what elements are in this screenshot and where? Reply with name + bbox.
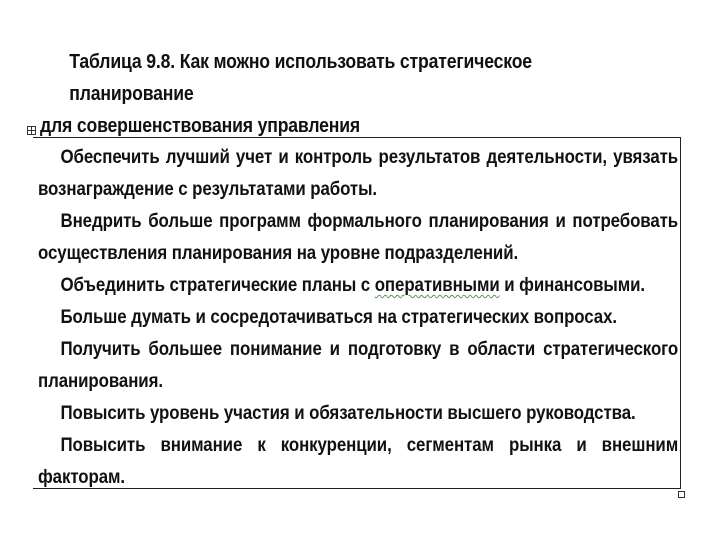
list-item-text: Объединить стратегические планы с bbox=[60, 274, 375, 296]
list-item bbox=[38, 269, 678, 301]
table-cell[interactable] bbox=[38, 141, 678, 493]
list-item: Получить большее понимание и подготовку в области стратегического планирования. bbox=[38, 338, 679, 392]
caption-line-2: для совершенствования управления bbox=[40, 114, 361, 137]
caption-line-1: Таблица 9.8. Как можно использовать стратегическое планирование bbox=[69, 50, 532, 105]
spellcheck-marked-word: оперативными bbox=[374, 274, 500, 296]
table-caption bbox=[40, 46, 599, 142]
list-item: Повысить внимание к конкуренции, сегментам рынка и внешним факторам. bbox=[38, 434, 679, 488]
list-item: Внедрить больше программ формального планирования и потребовать осуществления планирования на уровне подразделений. bbox=[38, 210, 679, 264]
list-item-text: и финансовыми. bbox=[499, 274, 646, 296]
table-resize-handle-icon[interactable] bbox=[678, 491, 685, 498]
list-item: Повысить уровень участия и обязательности высшего руководства. bbox=[60, 402, 636, 424]
list-item: Обеспечить лучший учет и контроль результатов деятельности, увязать вознаграждение с результатами работы. bbox=[38, 146, 679, 200]
list-item: Больше думать и сосредотачиваться на стратегических вопросах. bbox=[60, 306, 617, 328]
table-move-handle-icon[interactable] bbox=[27, 126, 36, 135]
